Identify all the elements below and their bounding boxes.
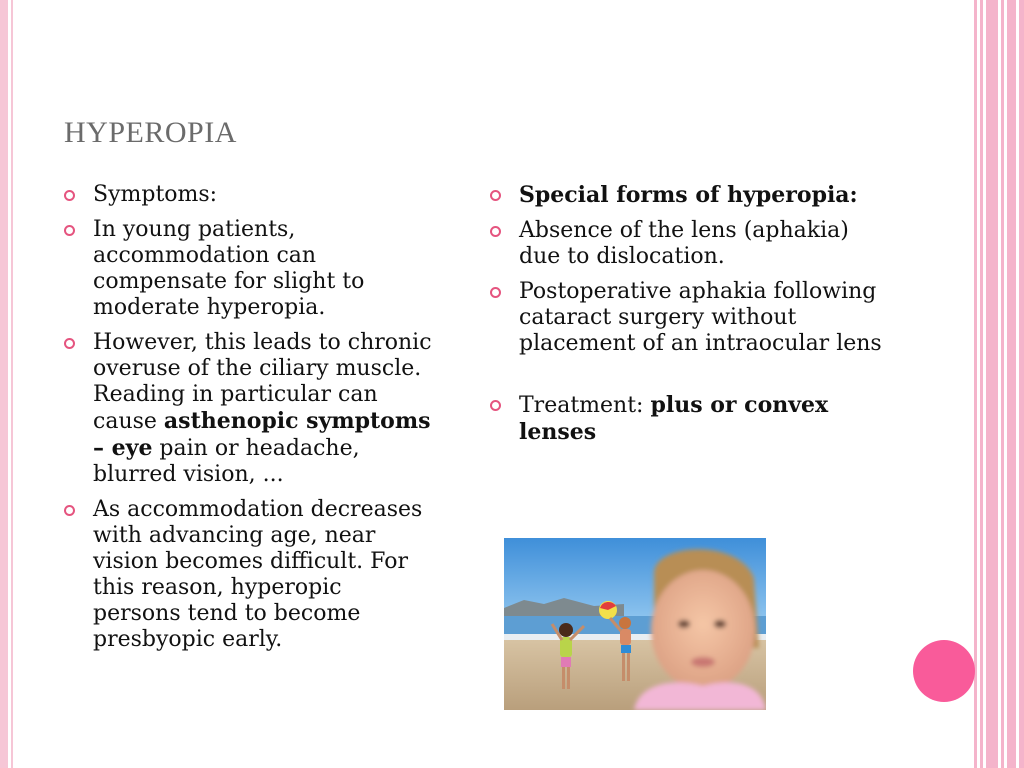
bullet-text: Postoperative aphakia following cataract surgery without placement of an intraocular lens: [519, 279, 882, 356]
spacer: [490, 366, 890, 392]
circle-bullet-icon: [64, 338, 75, 349]
bullet-text: In young patients, accommodation can compensate for slight to moderate hyperopia.: [93, 217, 365, 320]
circle-bullet-icon: [490, 226, 501, 237]
bullet-text: Absence of the lens (aphakia) due to dislocation.: [519, 218, 849, 269]
pink-decorative-circle: [913, 640, 975, 702]
bullet-bold-text: asthenopic symptoms – eye: [93, 408, 431, 461]
left-border-bar: [0, 0, 8, 768]
left-column: [64, 182, 434, 662]
slide-title: HYPEROPIA: [64, 116, 237, 149]
bullet-text: Symptoms:: [93, 182, 218, 207]
bullet-item-presbyopic: [64, 497, 434, 653]
bullet-item-young-patients: [64, 217, 434, 321]
bullet-item-treatment: [490, 392, 890, 446]
bullet-text: pain or headache, blurred vision, ...: [93, 436, 360, 487]
circle-bullet-icon: [490, 400, 501, 411]
left-border-line: [11, 0, 13, 768]
right-decorative-stripes: [974, 0, 1024, 768]
bullet-item-special-forms: [490, 182, 890, 209]
bullet-item-postoperative: [490, 279, 890, 357]
bullet-text: As accommodation decreases with advancing age, near vision becomes difficult. For this reason, hyperopic persons tend to become presbyopic early.: [93, 497, 423, 652]
circle-bullet-icon: [64, 225, 75, 236]
bullet-item-absence-lens: [490, 218, 890, 270]
bullet-item-symptoms: [64, 182, 434, 208]
circle-bullet-icon: [64, 190, 75, 201]
bullet-bold-text: Special forms of hyperopia:: [519, 182, 858, 208]
bullet-text: Treatment:: [519, 393, 651, 418]
right-column: [490, 182, 890, 455]
bullet-bold-text: plus or convex lenses: [519, 392, 829, 445]
circle-bullet-icon: [64, 505, 75, 516]
beach-children-photo: [504, 538, 766, 710]
circle-bullet-icon: [490, 287, 501, 298]
bullet-text: However, this leads to chronic overuse of the ciliary muscle. Reading in particular can cause: [93, 330, 432, 434]
bullet-item-overuse: [64, 330, 434, 488]
circle-bullet-icon: [490, 190, 501, 201]
